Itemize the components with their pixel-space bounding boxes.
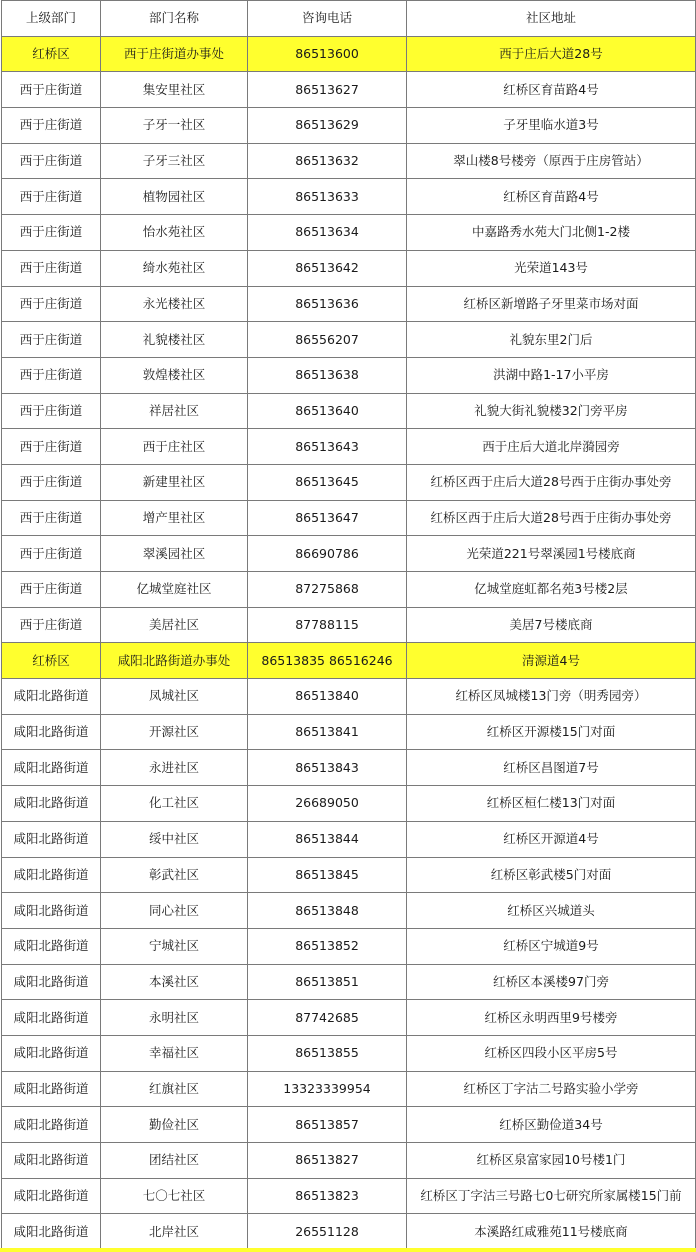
table-row: [2, 72, 696, 108]
cell-parent-dept[interactable]: 西于庄街道: [2, 108, 101, 144]
cell-phone[interactable]: 86513642: [248, 250, 407, 286]
table-row: [2, 393, 696, 429]
cell-parent-dept[interactable]: 咸阳北路街道: [2, 714, 101, 750]
cell-dept-name[interactable]: 西于庄社区: [101, 429, 248, 465]
cell-address[interactable]: 礼貌东里2门后: [407, 322, 696, 358]
cell-dept-name[interactable]: 礼貌楼社区: [101, 322, 248, 358]
table-row: [2, 1071, 696, 1107]
cell-dept-name[interactable]: 植物园社区: [101, 179, 248, 215]
header-address[interactable]: 社区地址: [407, 1, 696, 37]
table-row: [2, 857, 696, 893]
cell-phone[interactable]: 13323339954: [248, 1071, 407, 1107]
cell-parent-dept[interactable]: 咸阳北路街道: [2, 1214, 101, 1250]
cell-address[interactable]: 礼貌大街礼貌楼32门旁平房: [407, 393, 696, 429]
cell-parent-dept[interactable]: 红桥区: [2, 643, 101, 679]
cell-address[interactable]: 红桥区勤俭道34号: [407, 1107, 696, 1143]
cell-parent-dept[interactable]: 咸阳北路街道: [2, 821, 101, 857]
cell-parent-dept[interactable]: 咸阳北路街道: [2, 1000, 101, 1036]
cell-parent-dept[interactable]: 西于庄街道: [2, 607, 101, 643]
cell-address[interactable]: 西于庄后大道北岸漪园旁: [407, 429, 696, 465]
cell-parent-dept[interactable]: 西于庄街道: [2, 179, 101, 215]
cell-dept-name[interactable]: 怡水苑社区: [101, 215, 248, 251]
cell-phone[interactable]: 86513852: [248, 928, 407, 964]
cell-phone[interactable]: 86513634: [248, 215, 407, 251]
cell-phone[interactable]: 86513629: [248, 108, 407, 144]
cell-parent-dept[interactable]: 咸阳北路街道: [2, 1071, 101, 1107]
cell-dept-name[interactable]: 红旗社区: [101, 1071, 248, 1107]
cell-address[interactable]: 子牙里临水道3号: [407, 108, 696, 144]
cell-parent-dept[interactable]: 西于庄街道: [2, 357, 101, 393]
cell-phone[interactable]: 86513600: [248, 36, 407, 72]
cell-dept-name[interactable]: 增产里社区: [101, 500, 248, 536]
cell-parent-dept[interactable]: 西于庄街道: [2, 500, 101, 536]
cell-parent-dept[interactable]: 西于庄街道: [2, 393, 101, 429]
table-row: [2, 679, 696, 715]
community-directory-table: [1, 0, 696, 1250]
cell-dept-name[interactable]: 绥中社区: [101, 821, 248, 857]
cell-address[interactable]: 红桥区开源楼15门对面: [407, 714, 696, 750]
cell-phone[interactable]: 86513835 86516246: [248, 643, 407, 679]
cell-dept-name[interactable]: 美居社区: [101, 607, 248, 643]
cell-parent-dept[interactable]: 咸阳北路街道: [2, 893, 101, 929]
table-row: [2, 607, 696, 643]
cell-phone[interactable]: 86513643: [248, 429, 407, 465]
cell-parent-dept[interactable]: 红桥区: [2, 36, 101, 72]
cell-phone[interactable]: 86513627: [248, 72, 407, 108]
cell-parent-dept[interactable]: 咸阳北路街道: [2, 928, 101, 964]
cell-parent-dept[interactable]: 西于庄街道: [2, 250, 101, 286]
cell-parent-dept[interactable]: 咸阳北路街道: [2, 786, 101, 822]
cell-dept-name[interactable]: 开源社区: [101, 714, 248, 750]
table-row: [2, 250, 696, 286]
table-row: [2, 464, 696, 500]
cell-dept-name[interactable]: 勤俭社区: [101, 1107, 248, 1143]
cell-phone[interactable]: 86513638: [248, 357, 407, 393]
table-row: [2, 928, 696, 964]
cell-parent-dept[interactable]: 西于庄街道: [2, 322, 101, 358]
cell-address[interactable]: 本溪路红咸雅苑11号楼底商: [407, 1214, 696, 1250]
cell-dept-name[interactable]: 化工社区: [101, 786, 248, 822]
cell-phone[interactable]: 86513855: [248, 1035, 407, 1071]
cell-phone[interactable]: 86513851: [248, 964, 407, 1000]
table-row: [2, 36, 696, 72]
cell-address[interactable]: 红桥区育苗路4号: [407, 179, 696, 215]
cell-dept-name[interactable]: 团结社区: [101, 1143, 248, 1179]
cell-address[interactable]: 红桥区西于庄后大道28号西于庄街办事处旁: [407, 500, 696, 536]
header-parent-dept[interactable]: 上级部门: [2, 1, 101, 37]
cell-phone[interactable]: 86513633: [248, 179, 407, 215]
cell-address[interactable]: 洪湖中路1-17小平房: [407, 357, 696, 393]
cell-phone[interactable]: 87788115: [248, 607, 407, 643]
table-row: [2, 572, 696, 608]
cell-dept-name[interactable]: 祥居社区: [101, 393, 248, 429]
table-row: [2, 1143, 696, 1179]
cell-dept-name[interactable]: 凤城社区: [101, 679, 248, 715]
table-row: [2, 286, 696, 322]
cell-address[interactable]: 清源道4号: [407, 643, 696, 679]
cell-dept-name[interactable]: 绮水苑社区: [101, 250, 248, 286]
cell-parent-dept[interactable]: 咸阳北路街道: [2, 1143, 101, 1179]
cell-parent-dept[interactable]: 西于庄街道: [2, 572, 101, 608]
table-row: [2, 429, 696, 465]
cell-phone[interactable]: 86513645: [248, 464, 407, 500]
cell-address[interactable]: 红桥区桓仁楼13门对面: [407, 786, 696, 822]
cell-address[interactable]: 红桥区彰武楼5门对面: [407, 857, 696, 893]
cell-phone[interactable]: 86513840: [248, 679, 407, 715]
cell-address[interactable]: 红桥区丁字沽二号路实验小学旁: [407, 1071, 696, 1107]
cell-dept-name[interactable]: 本溪社区: [101, 964, 248, 1000]
cell-parent-dept[interactable]: 西于庄街道: [2, 143, 101, 179]
cell-dept-name[interactable]: 北岸社区: [101, 1214, 248, 1250]
table-row: [2, 179, 696, 215]
cell-dept-name[interactable]: 七〇七社区: [101, 1178, 248, 1214]
cell-address[interactable]: 红桥区本溪楼97门旁: [407, 964, 696, 1000]
cell-dept-name[interactable]: 幸福社区: [101, 1035, 248, 1071]
cell-dept-name[interactable]: 集安里社区: [101, 72, 248, 108]
cell-address[interactable]: 红桥区育苗路4号: [407, 72, 696, 108]
cell-parent-dept[interactable]: 西于庄街道: [2, 286, 101, 322]
cell-phone[interactable]: 86513848: [248, 893, 407, 929]
cell-phone[interactable]: 86513632: [248, 143, 407, 179]
cell-parent-dept[interactable]: 西于庄街道: [2, 429, 101, 465]
table-row: [2, 893, 696, 929]
cell-phone[interactable]: 26689050: [248, 786, 407, 822]
table-row: [2, 1000, 696, 1036]
cell-phone[interactable]: 86690786: [248, 536, 407, 572]
cell-address[interactable]: 红桥区西于庄后大道28号西于庄街办事处旁: [407, 464, 696, 500]
cell-dept-name[interactable]: 永进社区: [101, 750, 248, 786]
cell-phone[interactable]: 86513844: [248, 821, 407, 857]
table-row: [2, 143, 696, 179]
cell-address[interactable]: 翠山楼8号楼旁（原西于庄房管站）: [407, 143, 696, 179]
table-row: [2, 215, 696, 251]
cell-address[interactable]: 美居7号楼底商: [407, 607, 696, 643]
cell-dept-name[interactable]: 宁城社区: [101, 928, 248, 964]
table-row: [2, 750, 696, 786]
header-row: [2, 1, 696, 37]
cell-address[interactable]: 红桥区开源道4号: [407, 821, 696, 857]
cell-address[interactable]: 红桥区永明西里9号楼旁: [407, 1000, 696, 1036]
cell-address[interactable]: 西于庄后大道28号: [407, 36, 696, 72]
cell-phone[interactable]: 86513843: [248, 750, 407, 786]
table-row: [2, 1214, 696, 1250]
cell-address[interactable]: 中嘉路秀水苑大门北侧1-2楼: [407, 215, 696, 251]
table-row: [2, 714, 696, 750]
cell-phone[interactable]: 86513827: [248, 1143, 407, 1179]
cell-phone[interactable]: 86513841: [248, 714, 407, 750]
cell-parent-dept[interactable]: 咸阳北路街道: [2, 1178, 101, 1214]
table-row: [2, 322, 696, 358]
cell-parent-dept[interactable]: 咸阳北路街道: [2, 750, 101, 786]
cell-parent-dept[interactable]: 西于庄街道: [2, 72, 101, 108]
cell-dept-name[interactable]: 西于庄街道办事处: [101, 36, 248, 72]
cell-dept-name[interactable]: 同心社区: [101, 893, 248, 929]
cell-address[interactable]: 光荣道143号: [407, 250, 696, 286]
cell-dept-name[interactable]: 永明社区: [101, 1000, 248, 1036]
table-row: [2, 500, 696, 536]
cell-address[interactable]: 红桥区四段小区平房5号: [407, 1035, 696, 1071]
table-row: [2, 536, 696, 572]
cell-dept-name[interactable]: 新建里社区: [101, 464, 248, 500]
cell-address[interactable]: 红桥区昌图道7号: [407, 750, 696, 786]
cell-dept-name[interactable]: 亿城堂庭社区: [101, 572, 248, 608]
table-body: [2, 36, 696, 1249]
cell-phone[interactable]: 86513823: [248, 1178, 407, 1214]
cell-dept-name[interactable]: 彰武社区: [101, 857, 248, 893]
cell-dept-name[interactable]: 子牙三社区: [101, 143, 248, 179]
table-row: [2, 964, 696, 1000]
header-dept-name[interactable]: 部门名称: [101, 1, 248, 37]
cell-phone[interactable]: 87275868: [248, 572, 407, 608]
cell-phone[interactable]: 86556207: [248, 322, 407, 358]
cell-phone[interactable]: 86513647: [248, 500, 407, 536]
cell-parent-dept[interactable]: 咸阳北路街道: [2, 679, 101, 715]
cell-parent-dept[interactable]: 咸阳北路街道: [2, 1035, 101, 1071]
cell-phone[interactable]: 26551128: [248, 1214, 407, 1250]
table-row: [2, 1035, 696, 1071]
cell-parent-dept[interactable]: 咸阳北路街道: [2, 1107, 101, 1143]
table-row: [2, 786, 696, 822]
cell-dept-name[interactable]: 咸阳北路街道办事处: [101, 643, 248, 679]
cell-dept-name[interactable]: 翠溪园社区: [101, 536, 248, 572]
cell-address[interactable]: 亿城堂庭虹都名苑3号楼2层: [407, 572, 696, 608]
cell-phone[interactable]: 86513636: [248, 286, 407, 322]
cell-phone[interactable]: 87742685: [248, 1000, 407, 1036]
cell-phone[interactable]: 86513845: [248, 857, 407, 893]
cell-address[interactable]: 红桥区兴城道头: [407, 893, 696, 929]
cell-address[interactable]: 红桥区泉富家园10号楼1门: [407, 1143, 696, 1179]
cell-parent-dept[interactable]: 西于庄街道: [2, 464, 101, 500]
table-row: [2, 821, 696, 857]
cell-parent-dept[interactable]: 西于庄街道: [2, 536, 101, 572]
cell-address[interactable]: 红桥区宁城道9号: [407, 928, 696, 964]
table-row: [2, 357, 696, 393]
cell-phone[interactable]: 86513640: [248, 393, 407, 429]
table-row: [2, 1107, 696, 1143]
cell-address[interactable]: 红桥区新增路子牙里菜市场对面: [407, 286, 696, 322]
table-row: [2, 643, 696, 679]
cell-address[interactable]: 红桥区凤城楼13门旁（明秀园旁）: [407, 679, 696, 715]
cell-parent-dept[interactable]: 咸阳北路街道: [2, 857, 101, 893]
cell-phone[interactable]: 86513857: [248, 1107, 407, 1143]
cell-address[interactable]: 光荣道221号翠溪园1号楼底商: [407, 536, 696, 572]
cell-dept-name[interactable]: 敦煌楼社区: [101, 357, 248, 393]
cell-dept-name[interactable]: 子牙一社区: [101, 108, 248, 144]
cell-parent-dept[interactable]: 西于庄街道: [2, 215, 101, 251]
next-highlight-row-edge: [0, 1248, 696, 1252]
header-phone[interactable]: 咨询电话: [248, 1, 407, 37]
cell-parent-dept[interactable]: 咸阳北路街道: [2, 964, 101, 1000]
table-row: [2, 1178, 696, 1214]
cell-dept-name[interactable]: 永光楼社区: [101, 286, 248, 322]
table-row: [2, 108, 696, 144]
cell-address[interactable]: 红桥区丁字沽三号路七0七研究所家属楼15门前: [407, 1178, 696, 1214]
